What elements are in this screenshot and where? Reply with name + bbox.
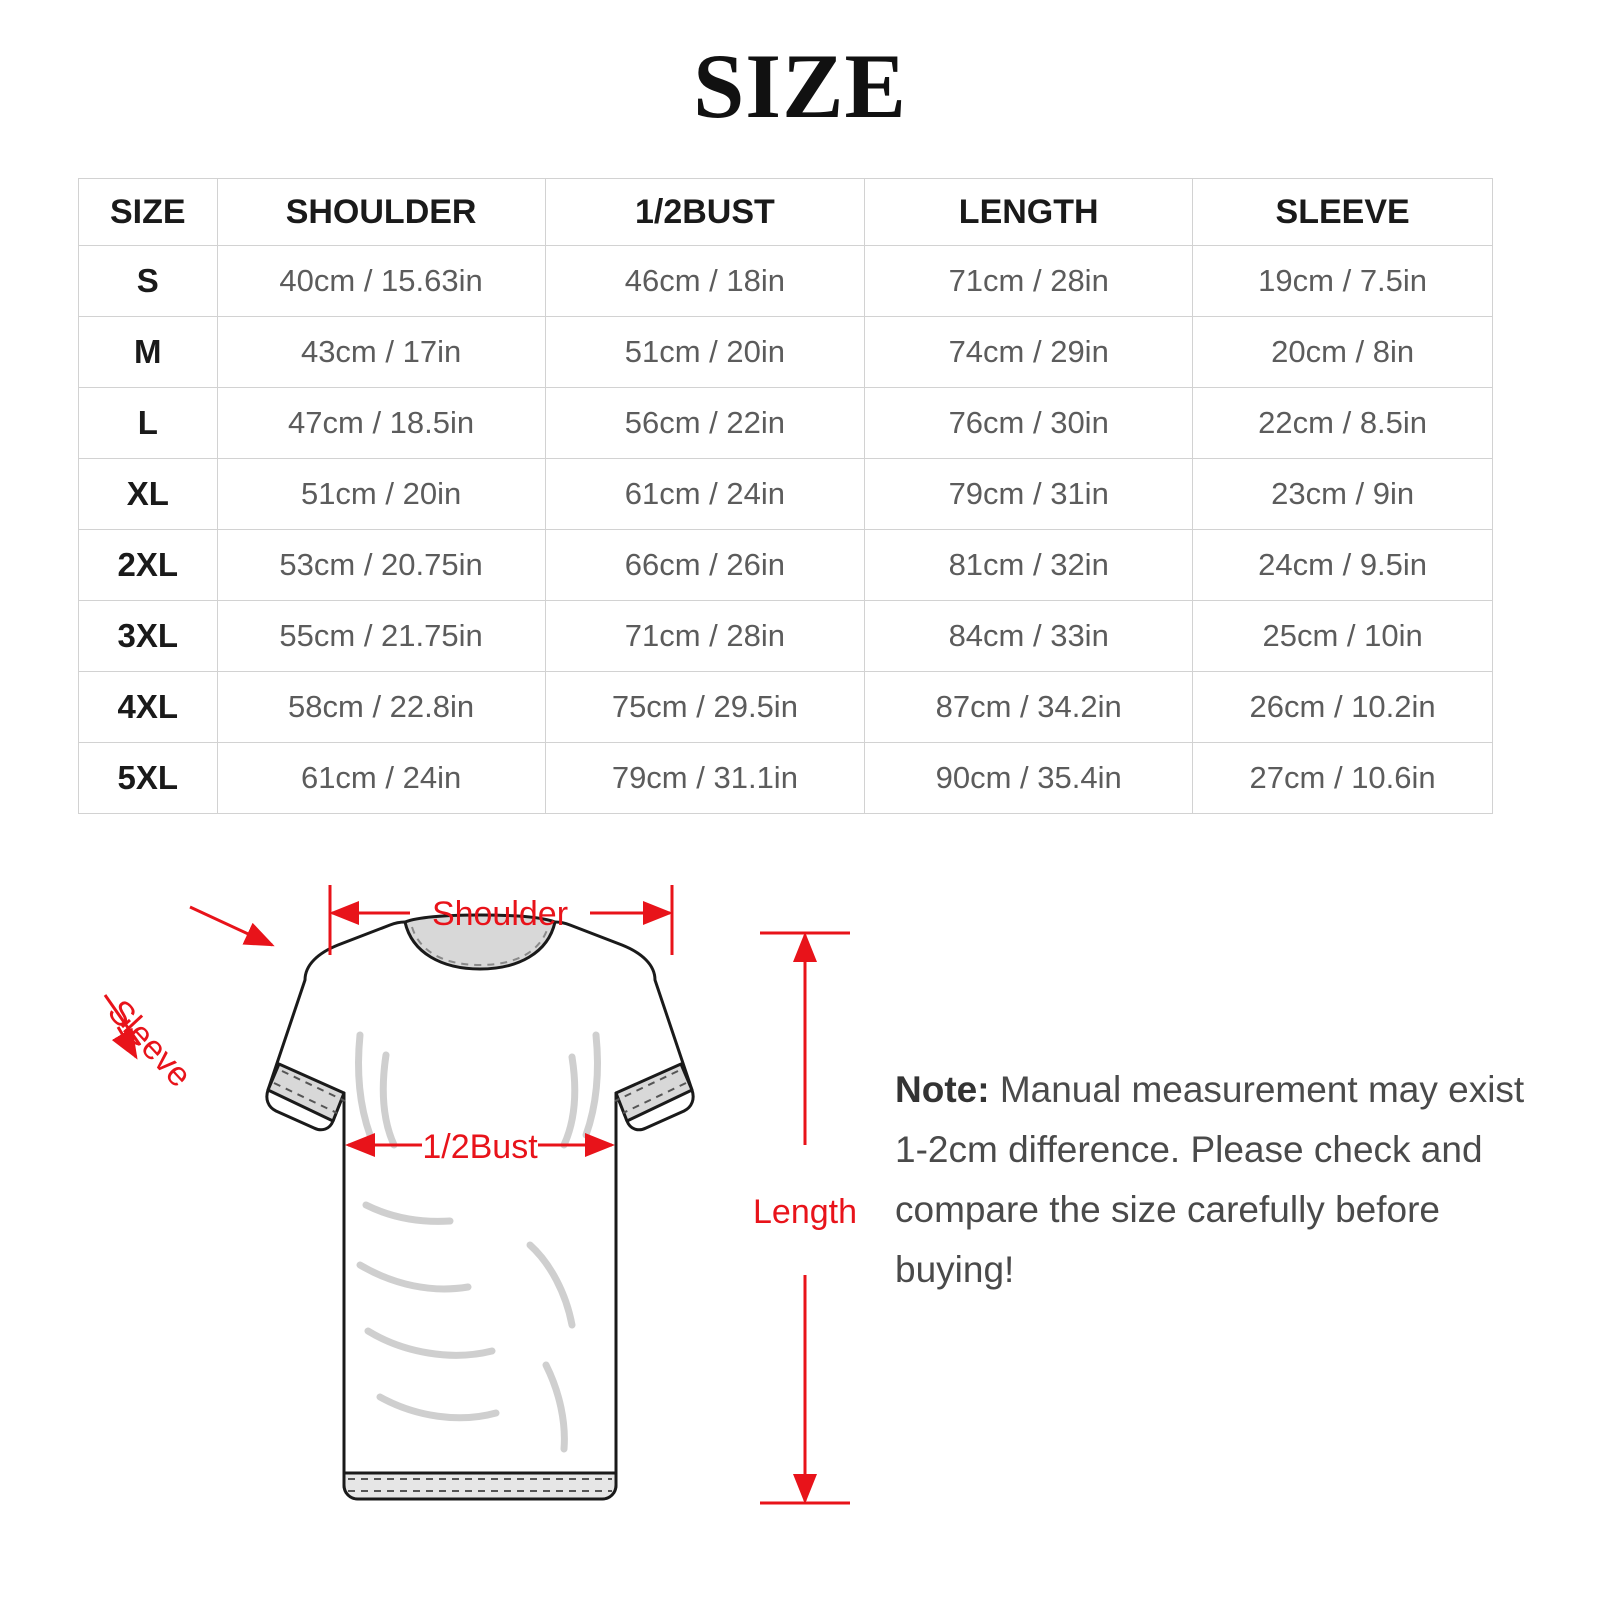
cell-bust: 61cm / 24in — [545, 459, 865, 530]
cell-bust: 66cm / 26in — [545, 530, 865, 601]
sleeve-label: Sleeve — [100, 992, 199, 1095]
cell-size: L — [79, 388, 218, 459]
table-header-row — [79, 179, 1493, 246]
cell-bust: 56cm / 22in — [545, 388, 865, 459]
cell-sleeve: 25cm / 10in — [1193, 601, 1493, 672]
table-row — [79, 530, 1493, 601]
note-block — [895, 1060, 1535, 1300]
column-header-shoulder: SHOULDER — [217, 179, 545, 246]
bust-label: 1/2Bust — [422, 1128, 538, 1166]
cell-length: 84cm / 33in — [865, 601, 1193, 672]
table-row — [79, 601, 1493, 672]
table-row — [79, 246, 1493, 317]
shoulder-label: Shoulder — [431, 895, 569, 933]
cell-shoulder: 53cm / 20.75in — [217, 530, 545, 601]
tshirt-illustration — [267, 915, 693, 1499]
cell-sleeve: 20cm / 8in — [1193, 317, 1493, 388]
cell-shoulder: 51cm / 20in — [217, 459, 545, 530]
measurement-diagram — [60, 845, 860, 1565]
cell-bust: 51cm / 20in — [545, 317, 865, 388]
table-row — [79, 388, 1493, 459]
length-dimension — [753, 933, 857, 1503]
cell-shoulder: 58cm / 22.8in — [217, 672, 545, 743]
table-row — [79, 459, 1493, 530]
cell-sleeve: 27cm / 10.6in — [1193, 743, 1493, 814]
cell-bust: 79cm / 31.1in — [545, 743, 865, 814]
table-row — [79, 672, 1493, 743]
cell-size: 5XL — [79, 743, 218, 814]
column-header-length: LENGTH — [865, 179, 1193, 246]
cell-length: 79cm / 31in — [865, 459, 1193, 530]
table-row — [79, 317, 1493, 388]
cell-size: 4XL — [79, 672, 218, 743]
cell-length: 71cm / 28in — [865, 246, 1193, 317]
cell-size: 2XL — [79, 530, 218, 601]
cell-length: 87cm / 34.2in — [865, 672, 1193, 743]
cell-length: 76cm / 30in — [865, 388, 1193, 459]
column-header-size: SIZE — [79, 179, 218, 246]
cell-length: 81cm / 32in — [865, 530, 1193, 601]
size-chart-table-container — [78, 178, 1493, 814]
cell-size: 3XL — [79, 601, 218, 672]
size-chart-table — [78, 178, 1493, 814]
cell-sleeve: 24cm / 9.5in — [1193, 530, 1493, 601]
cell-sleeve: 23cm / 9in — [1193, 459, 1493, 530]
cell-length: 90cm / 35.4in — [865, 743, 1193, 814]
sleeve-dimension — [100, 907, 272, 1094]
note-text: Manual measurement may exist 1-2cm difference. Please check and compare the size carefully before buying! — [895, 1069, 1525, 1290]
cell-shoulder: 43cm / 17in — [217, 317, 545, 388]
cell-sleeve: 19cm / 7.5in — [1193, 246, 1493, 317]
cell-bust: 46cm / 18in — [545, 246, 865, 317]
cell-shoulder: 61cm / 24in — [217, 743, 545, 814]
column-header-sleeve: SLEEVE — [1193, 179, 1493, 246]
cell-size: XL — [79, 459, 218, 530]
cell-bust: 75cm / 29.5in — [545, 672, 865, 743]
cell-shoulder: 40cm / 15.63in — [217, 246, 545, 317]
cell-shoulder: 47cm / 18.5in — [217, 388, 545, 459]
cell-size: M — [79, 317, 218, 388]
cell-size: S — [79, 246, 218, 317]
note-label: Note: — [895, 1069, 990, 1110]
cell-sleeve: 26cm / 10.2in — [1193, 672, 1493, 743]
cell-bust: 71cm / 28in — [545, 601, 865, 672]
length-label: Length — [753, 1193, 857, 1231]
column-header-bust: 1/2BUST — [545, 179, 865, 246]
cell-length: 74cm / 29in — [865, 317, 1193, 388]
cell-sleeve: 22cm / 8.5in — [1193, 388, 1493, 459]
page-title: SIZE — [693, 35, 907, 137]
cell-shoulder: 55cm / 21.75in — [217, 601, 545, 672]
table-row — [79, 743, 1493, 814]
